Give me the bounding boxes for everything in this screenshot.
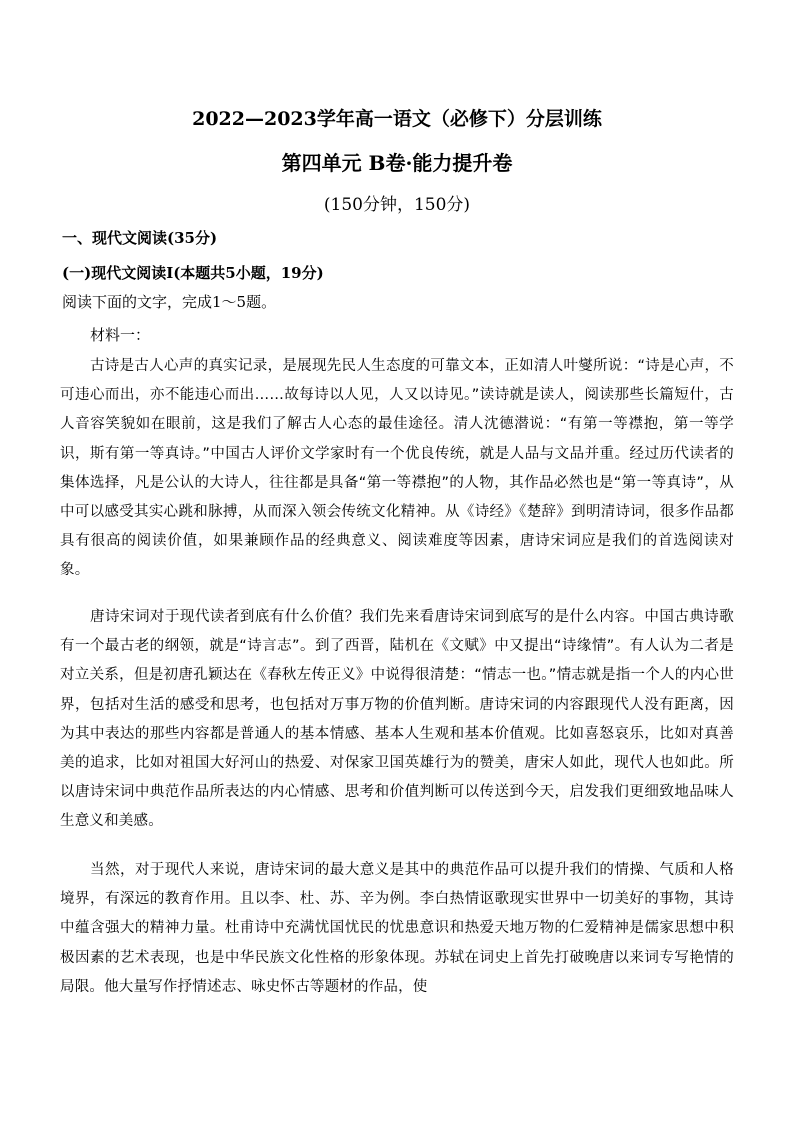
body-paragraph-2: 唐诗宋词对于现代读者到底有什么价值？我们先来看唐诗宋词到底写的是什么内容。中国古典诗歌有一个最古老的纲领，就是“诗言志”。到了西晋，陆机在《文赋》中又提出“诗缘情”。有人认为二者是对立关系，但是初唐孔颖达在《春秋左传正义》中说得很清楚：“情志一也。”情志就是指一个人的内心世界，包括对生活的感受和思考，也包括对万事万物的价值判断。唐诗宋词的内容跟现代人没有距离，因为其中表达的那些内容都是普通人的基本情感、基本人生观和基本价值观。比如喜怒哀乐，比如对真善美的追求，比如对祖国大好河山的热爱、对保家卫国英雄行为的赞美，唐宋人如此，现代人也如此。所以唐诗宋词中典范作品所表达的内心情感、思考和价值判断可以传送到今天，启发我们更细致地品味人生意义和美感。	[60, 609, 734, 830]
reading-instruction: 阅读下面的文字，完成1～5题。	[62, 293, 277, 311]
document-title: 2022—2023学年高一语文（必修下）分层训练	[192, 108, 602, 130]
body-paragraph-3: 当然，对于现代人来说，唐诗宋词的最大意义是其中的典范作品可以提升我们的情操、气质和人格境界，有深远的教育作用。且以李、杜、苏、辛为例。李白热情讴歌现实世界中一切美好的事物，其诗中蕴含强大的精神力量。杜甫诗中充满忧国忧民的忧患意识和热爱天地万物的仁爱精神是儒家思想中积极因素的艺术表现，也是中华民族文化性格的形象体现。苏轼在词史上首先打破晚唐以来词专写艳情的局限。他大量写作抒情述志、咏史怀古等题材的作品，使	[60, 862, 734, 995]
subsection-heading: (一)现代文阅读Ⅰ(本题共5小题，19分)	[62, 264, 324, 282]
document-subtitle: 第四单元 B卷·能力提升卷	[281, 151, 513, 175]
exam-time-score: (150分钟，150分)	[323, 195, 471, 215]
material-label: 材料一：	[90, 326, 151, 344]
section-heading: 一、现代文阅读(35分)	[62, 229, 218, 247]
body-paragraph-1: 古诗是古人心声的真实记录，是展现先民人生态度的可靠文本，正如清人叶燮所说：“诗是心声，不可违心而出，亦不能违心而出……故每诗以人见，人又以诗见。”读诗就是读人，阅读那些长篇短什，古人音容笑貌如在眼前，这是我们了解古人心态的最佳途径。清人沈德潜说：“有第一等襟抱，第一等学识，斯有第一等真诗。”中国古人评价文学家时有一个优良传统，就是人品与文品并重。经过历代读者的集体选择，凡是公认的大诗人，往往都是具备“第一等襟抱”的人物，其作品必然也是“第一等真诗”，从中可以感受其实心跳和脉搏，从而深入领会传统文化精神。从《诗经》《楚辞》到明清诗词，很多作品都具有很高的阅读价值，如果兼顾作品的经典意义、阅读难度等因素，唐诗宋词应是我们的首选阅读对象。	[60, 358, 734, 579]
